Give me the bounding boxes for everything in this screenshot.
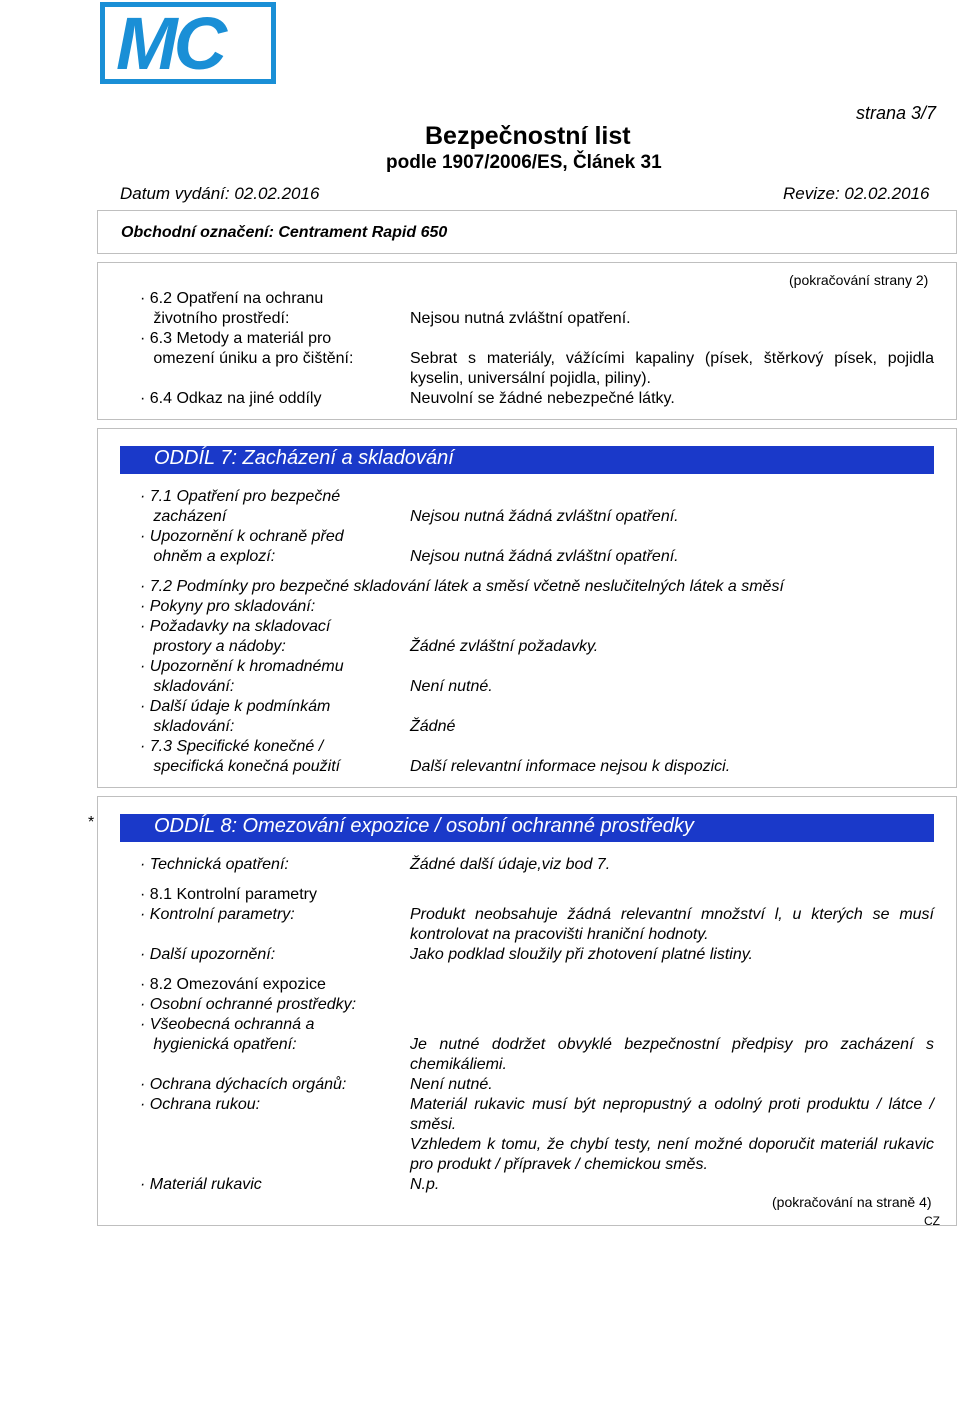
value-glove-material: N.p. (410, 1176, 440, 1193)
value-7-3: Další relevantní informace nejsou k dispozici. (410, 758, 731, 775)
label-storage-other: · Další údaje k podmínkám skladování: (140, 698, 331, 735)
value-bulk-storage: Není nutné. (410, 678, 493, 695)
value-technical-measures: Žádné další údaje,viz bod 7. (410, 856, 611, 873)
label-technical-measures: · Technická opatření: (140, 856, 289, 873)
label-storage-instructions: · Pokyny pro skladování: (140, 598, 316, 615)
label-glove-material: · Materiál rukavic (140, 1176, 262, 1193)
continuation-from: (pokračování strany 2) (789, 272, 929, 288)
continuation-to: (pokračování na straně 4) (772, 1194, 932, 1210)
value-respiratory: Není nutné. (410, 1076, 493, 1093)
change-marker: * (88, 814, 95, 831)
label-8-2: · 8.2 Omezování expozice (140, 976, 326, 993)
label-storage-requirements: · Požadavky na skladovací prostory a nádoby: (140, 618, 331, 655)
label-hygiene: · Všeobecná ochranná a hygienická opatření: (140, 1016, 315, 1053)
label-bulk-storage: · Upozornění k hromadnému skladování: (140, 658, 344, 695)
page-number: strana 3/7 (856, 103, 937, 123)
value-storage-requirements: Žádné zvláštní požadavky. (410, 638, 599, 655)
document-subtitle: podle 1907/2006/ES, Článek 31 (386, 152, 662, 173)
label-hand-protection: · Ochrana rukou: (140, 1096, 261, 1113)
label-6-3: · 6.3 Metody a materiál pro omezení úniku a pro čištění: (140, 330, 354, 367)
section-7-heading-bar (120, 446, 934, 474)
document-title: Bezpečnostní list (425, 122, 631, 150)
label-7-3: · 7.3 Specifické konečné / specifická konečná použití (140, 738, 341, 775)
label-ppe: · Osobní ochranné prostředky: (140, 996, 357, 1013)
label-6-2: · 6.2 Opatření na ochranu životního prostředí: (140, 290, 324, 327)
country-code: CZ (924, 1214, 940, 1228)
value-hand-protection-note: Vzhledem k tomu, že chybí testy, není možné doporučit materiál rukavic pro produkt / přípravek / chemickou směs. (410, 1136, 934, 1173)
label-7-2: · 7.2 Podmínky pro bezpečné skladování látek a směsí včetně neslučitelných látek a směsí (140, 578, 784, 595)
value-6-3: Sebrat s materiály, vážícími kapaliny (písek, štěrkový písek, pojidla kyselin, universální pojidla, piliny). (410, 350, 934, 387)
value-hygiene: Je nutné dodržet obvyklé bezpečnostní předpisy pro zacházení s chemikáliemi. (410, 1036, 934, 1073)
section-8-heading: ODDÍL 8: Omezování expozice / osobní ochranné prostředky (154, 815, 694, 837)
label-8-1: · 8.1 Kontrolní parametry (140, 886, 317, 903)
section-8-heading-bar (120, 814, 934, 842)
label-control-parameters: · Kontrolní parametry: (140, 906, 295, 923)
label-6-4: · 6.4 Odkaz na jiné oddíly (140, 390, 322, 407)
value-further-notes: Jako podklad sloužily při zhotovení platné listiny. (410, 946, 753, 963)
trade-name-box (97, 210, 957, 254)
label-fire-protection: · Upozornění k ochraně před ohněm a explozí: (140, 528, 344, 565)
label-respiratory: · Ochrana dýchacích orgánů: (140, 1076, 347, 1093)
logo-text: MC (116, 2, 224, 85)
value-6-2: Nejsou nutná zvláštní opatření. (410, 310, 631, 327)
trade-name: Obchodní označení: Centrament Rapid 650 (121, 224, 448, 241)
value-7-1: Nejsou nutná žádná zvláštní opatření. (410, 508, 679, 525)
company-logo (100, 2, 276, 84)
revision-date: Revize: 02.02.2016 (783, 184, 930, 203)
value-6-4: Neuvolní se žádné nebezpečné látky. (410, 390, 675, 407)
label-further-notes: · Další upozornění: (140, 946, 276, 963)
value-control-parameters: Produkt neobsahuje žádná relevantní množství l, u kterých se musí kontrolovat na pracovišti hraniční hodnoty. (410, 906, 934, 943)
issue-date: Datum vydání: 02.02.2016 (120, 184, 320, 203)
value-storage-other: Žádné (410, 718, 456, 735)
value-hand-protection: Materiál rukavic musí být nepropustný a odolný proti produktu / látce / směsi. (410, 1096, 934, 1133)
value-fire-protection: Nejsou nutná žádná zvláštní opatření. (410, 548, 679, 565)
section-7-heading: ODDÍL 7: Zacházení a skladování (154, 447, 454, 469)
label-7-1: · 7.1 Opatření pro bezpečné zacházení (140, 488, 341, 525)
